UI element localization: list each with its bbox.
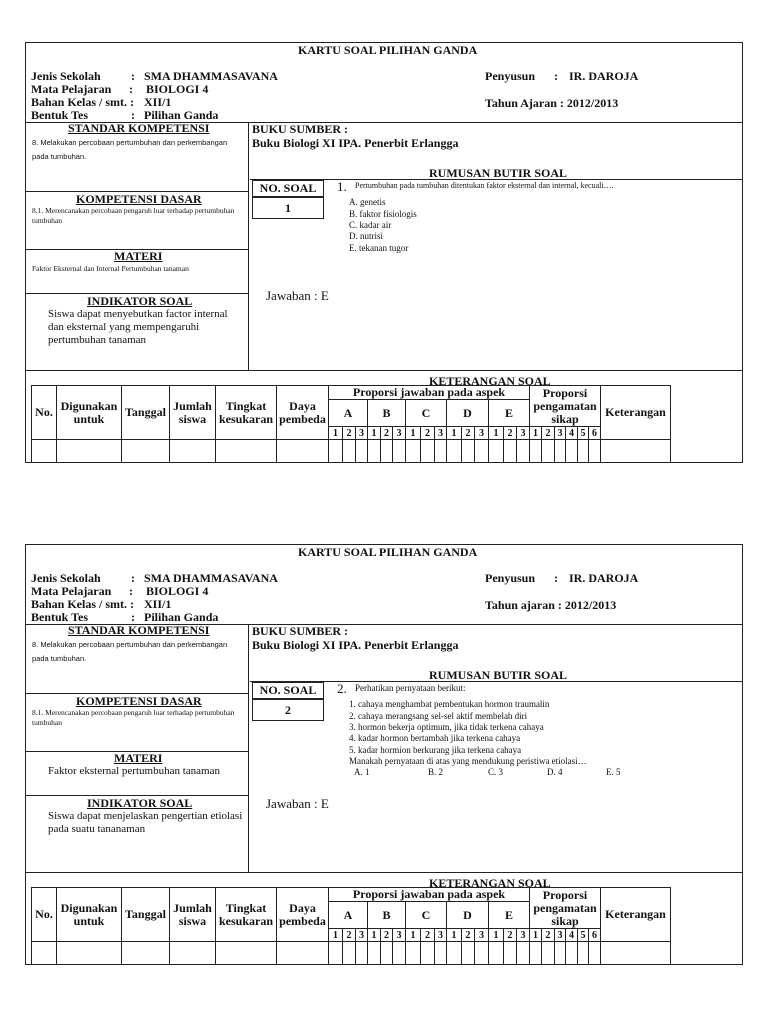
bentuk-label: Bentuk Tes bbox=[31, 610, 89, 624]
colon: : bbox=[131, 610, 135, 624]
aspek-e: E bbox=[489, 400, 530, 427]
question-line: Pertumbuhan pada tumbuhan ditentukan faktor eksternal dan internal, kecuali…. bbox=[355, 181, 614, 190]
buku-label: BUKU SUMBER : bbox=[252, 122, 349, 136]
empty-cell bbox=[530, 440, 542, 463]
penyusun-label: Penyusun bbox=[485, 69, 536, 83]
buku-label: BUKU SUMBER : bbox=[252, 624, 349, 638]
colon: : bbox=[130, 597, 134, 611]
jawaban: Jawaban : E bbox=[266, 796, 329, 811]
sub-aspek-number: 1 bbox=[329, 929, 343, 942]
penyusun-label: Penyusun bbox=[485, 571, 536, 585]
sub-sikap-number: 2 bbox=[542, 929, 555, 942]
sub-aspek-number: 1 bbox=[406, 427, 421, 440]
empty-cell bbox=[329, 942, 343, 965]
indikator-title: INDIKATOR SOAL bbox=[87, 294, 193, 308]
sub-aspek-number: 1 bbox=[489, 427, 504, 440]
question-line: 5. kadar hormion berkurang jika terkena cahaya bbox=[349, 744, 522, 755]
aspek-c: C bbox=[406, 902, 447, 929]
sk-title: STANDAR KOMPETENSI bbox=[68, 623, 210, 637]
sub-aspek-number: 3 bbox=[356, 929, 368, 942]
sub-aspek-number: 1 bbox=[489, 929, 504, 942]
sub-aspek-number: 1 bbox=[447, 427, 462, 440]
sub-aspek-number: 2 bbox=[381, 929, 393, 942]
kelas-value: XII/1 bbox=[144, 95, 172, 109]
empty-cell bbox=[381, 440, 393, 463]
empty-cell bbox=[447, 942, 462, 965]
sub-aspek-number: 1 bbox=[368, 929, 381, 942]
kd-text: 8.1. Merencanakan percobaan pengaruh luar terhadap pertumbuhan tumbuhan bbox=[32, 206, 235, 225]
tahun-ajaran: Tahun ajaran : 2012/2013 bbox=[485, 598, 617, 612]
sub-aspek-number: 1 bbox=[447, 929, 462, 942]
empty-cell bbox=[356, 942, 368, 965]
col-proporsi-jawaban: Proporsi jawaban pada aspek bbox=[329, 386, 530, 400]
card-title: KARTU SOAL PILIHAN GANDA bbox=[298, 545, 478, 559]
empty-cell bbox=[504, 440, 517, 463]
sub-aspek-number: 2 bbox=[343, 427, 356, 440]
col-digunakan: Digunakan untuk bbox=[57, 386, 122, 440]
empty-cell bbox=[435, 942, 447, 965]
question-number: 2. bbox=[337, 681, 347, 696]
empty-cell bbox=[57, 942, 122, 965]
col-jumlah: Jumlah siswa bbox=[170, 888, 216, 942]
empty-cell bbox=[447, 440, 462, 463]
empty-cell bbox=[406, 942, 421, 965]
sub-aspek-number: 3 bbox=[393, 929, 406, 942]
kelas-value: XII/1 bbox=[144, 597, 172, 611]
question-number: 1. bbox=[337, 179, 347, 194]
tahun-ajaran: Tahun Ajaran : 2012/2013 bbox=[485, 96, 619, 110]
empty-cell bbox=[393, 440, 406, 463]
sub-aspek-number: 3 bbox=[435, 929, 447, 942]
empty-cell bbox=[462, 440, 475, 463]
penyusun-value: IR. DAROJA bbox=[569, 571, 639, 585]
empty-cell bbox=[589, 942, 601, 965]
aspek-c: C bbox=[406, 400, 447, 427]
no-soal-label: NO. SOAL bbox=[252, 180, 324, 197]
sub-aspek-number: 2 bbox=[504, 929, 517, 942]
empty-cell bbox=[475, 440, 489, 463]
question-line: Manakah pernyataan di atas yang mendukung peristiwa etiolasi… bbox=[349, 755, 587, 766]
sub-sikap-number: 1 bbox=[530, 427, 542, 440]
empty-cell bbox=[421, 440, 435, 463]
jenis-label: Jenis Sekolah bbox=[31, 69, 101, 83]
col-tingkat: Tingkat kesukaran bbox=[216, 888, 277, 942]
sub-sikap-number: 5 bbox=[578, 929, 589, 942]
sub-aspek-number: 2 bbox=[343, 929, 356, 942]
col-proporsi-sikap: Proporsi pengamatan sikap bbox=[530, 888, 601, 929]
empty-cell bbox=[368, 440, 381, 463]
sub-aspek-number: 3 bbox=[475, 929, 489, 942]
col-keterangan: Keterangan bbox=[601, 888, 671, 942]
empty-cell bbox=[406, 440, 421, 463]
empty-cell bbox=[32, 440, 57, 463]
buku-value: Buku Biologi XI IPA. Penerbit Erlangga bbox=[252, 136, 459, 150]
sub-aspek-number: 3 bbox=[356, 427, 368, 440]
no-soal-label: NO. SOAL bbox=[252, 682, 324, 699]
rumusan-title: RUMUSAN BUTIR SOAL bbox=[429, 166, 568, 180]
sub-aspek-number: 1 bbox=[329, 427, 343, 440]
question-line: 4. kadar hormon bertambah jika terkena cahaya bbox=[349, 733, 521, 744]
empty-cell bbox=[489, 942, 504, 965]
mapel-value: BIOLOGI 4 bbox=[146, 82, 209, 96]
colon: : bbox=[130, 95, 134, 109]
jenis-value: SMA DHAMMASAVANA bbox=[144, 571, 278, 585]
jawaban: Jawaban : E bbox=[266, 288, 329, 303]
colon: : bbox=[129, 584, 133, 598]
colon: : bbox=[131, 571, 135, 585]
aspek-d: D bbox=[447, 400, 489, 427]
materi-title: MATERI bbox=[114, 751, 163, 765]
empty-cell bbox=[578, 942, 589, 965]
materi-text: Faktor Eksternal dan Internal Pertumbuhan tanaman bbox=[32, 264, 189, 273]
aspek-d: D bbox=[447, 902, 489, 929]
sub-sikap-number: 6 bbox=[589, 929, 601, 942]
empty-cell bbox=[601, 942, 671, 965]
empty-cell bbox=[32, 942, 57, 965]
question-line: D. nutrisi bbox=[349, 231, 384, 242]
empty-cell bbox=[343, 942, 356, 965]
sub-aspek-number: 3 bbox=[475, 427, 489, 440]
empty-cell bbox=[435, 440, 447, 463]
col-digunakan: Digunakan untuk bbox=[57, 888, 122, 942]
empty-cell bbox=[601, 440, 671, 463]
sub-sikap-number: 5 bbox=[578, 427, 589, 440]
col-tanggal: Tanggal bbox=[122, 386, 170, 440]
sub-aspek-number: 3 bbox=[517, 427, 530, 440]
keterangan-table bbox=[31, 887, 671, 965]
jenis-value: SMA DHAMMASAVANA bbox=[144, 69, 278, 83]
col-tingkat: Tingkat kesukaran bbox=[216, 386, 277, 440]
question-line: A. genetis bbox=[349, 197, 386, 208]
mapel-label: Mata Pelajaran bbox=[31, 82, 112, 96]
keterangan-table bbox=[31, 385, 671, 463]
sub-aspek-number: 3 bbox=[435, 427, 447, 440]
question-line: C. kadar air bbox=[349, 219, 392, 230]
empty-cell bbox=[277, 942, 329, 965]
mapel-label: Mata Pelajaran bbox=[31, 584, 112, 598]
answer-option: A. 1 bbox=[354, 767, 370, 777]
rumusan-title: RUMUSAN BUTIR SOAL bbox=[429, 668, 568, 682]
bentuk-value: Pilihan Ganda bbox=[144, 108, 219, 122]
col-jumlah: Jumlah siswa bbox=[170, 386, 216, 440]
empty-cell bbox=[329, 440, 343, 463]
sub-aspek-number: 2 bbox=[421, 427, 435, 440]
question-card-2 bbox=[25, 544, 743, 965]
question-line: E. tekanan tugor bbox=[349, 242, 409, 253]
question-line: 3. hormon bekerja optimum, jika tidak terkena cahaya bbox=[349, 721, 544, 732]
colon: : bbox=[554, 69, 558, 83]
sub-sikap-number: 1 bbox=[530, 929, 542, 942]
sk-title: STANDAR KOMPETENSI bbox=[68, 121, 210, 135]
kelas-label: Bahan Kelas / smt. bbox=[31, 597, 128, 611]
card-title: KARTU SOAL PILIHAN GANDA bbox=[298, 43, 478, 57]
empty-cell bbox=[393, 942, 406, 965]
empty-cell bbox=[489, 440, 504, 463]
bentuk-value: Pilihan Ganda bbox=[144, 610, 219, 624]
col-tanggal: Tanggal bbox=[122, 888, 170, 942]
mapel-value: BIOLOGI 4 bbox=[146, 584, 209, 598]
question-line: B. faktor fisiologis bbox=[349, 208, 417, 219]
col-daya: Daya pembeda bbox=[277, 386, 329, 440]
empty-cell bbox=[368, 942, 381, 965]
colon: : bbox=[131, 108, 135, 122]
col-no: No. bbox=[32, 386, 57, 440]
empty-cell bbox=[555, 440, 566, 463]
kd-title: KOMPETENSI DASAR bbox=[76, 192, 202, 206]
indikator-title: INDIKATOR SOAL bbox=[87, 796, 193, 810]
empty-cell bbox=[343, 440, 356, 463]
col-keterangan: Keterangan bbox=[601, 386, 671, 440]
col-proporsi-jawaban: Proporsi jawaban pada aspek bbox=[329, 888, 530, 902]
empty-cell bbox=[530, 942, 542, 965]
kd-text: 8.1. Merencanakan percobaan pengaruh luar terhadap pertumbuhan tumbuhan bbox=[32, 708, 235, 727]
indikator-text: Siswa dapat menyebutkan factor internal dan eksternal yang mempengaruhi pertumbuhan tanaman bbox=[48, 308, 228, 346]
empty-cell bbox=[475, 942, 489, 965]
answer-option: E. 5 bbox=[606, 767, 621, 777]
sub-aspek-number: 2 bbox=[504, 427, 517, 440]
sub-aspek-number: 3 bbox=[517, 929, 530, 942]
empty-cell bbox=[277, 440, 329, 463]
sub-aspek-number: 2 bbox=[462, 427, 475, 440]
empty-cell bbox=[170, 942, 216, 965]
aspek-a: A bbox=[329, 400, 368, 427]
materi-text: Faktor eksternal pertumbuhan tanaman bbox=[48, 765, 220, 777]
materi-title: MATERI bbox=[114, 249, 163, 263]
empty-cell bbox=[555, 942, 566, 965]
indikator-text: Siswa dapat menjelaskan pengertian etiolasi pada suatu tananaman bbox=[48, 810, 243, 835]
empty-cell bbox=[216, 942, 277, 965]
sub-aspek-number: 1 bbox=[368, 427, 381, 440]
empty-cell bbox=[504, 942, 517, 965]
answer-option: C. 3 bbox=[488, 767, 504, 777]
sub-sikap-number: 3 bbox=[555, 929, 566, 942]
sub-sikap-number: 3 bbox=[555, 427, 566, 440]
empty-cell bbox=[356, 440, 368, 463]
empty-cell bbox=[122, 942, 170, 965]
colon: : bbox=[129, 82, 133, 96]
col-proporsi-sikap: Proporsi pengamatan sikap bbox=[530, 386, 601, 427]
empty-cell bbox=[542, 942, 555, 965]
sub-aspek-number: 1 bbox=[406, 929, 421, 942]
question-card-1 bbox=[25, 42, 743, 463]
empty-cell bbox=[57, 440, 122, 463]
sub-aspek-number: 3 bbox=[393, 427, 406, 440]
sk-text: 8. Melakukan percobaan pertumbuhan dan perkembangan pada tumbuhan. bbox=[32, 640, 228, 663]
divider bbox=[248, 624, 249, 872]
empty-cell bbox=[589, 440, 601, 463]
kd-title: KOMPETENSI DASAR bbox=[76, 694, 202, 708]
empty-cell bbox=[421, 942, 435, 965]
sub-aspek-number: 2 bbox=[462, 929, 475, 942]
divider bbox=[248, 122, 249, 370]
colon: : bbox=[131, 69, 135, 83]
empty-cell bbox=[381, 942, 393, 965]
sk-text: 8. Melakukan percobaan pertumbuhan dan perkembangan pada tumbuhan. bbox=[32, 138, 228, 161]
empty-cell bbox=[122, 440, 170, 463]
kelas-label: Bahan Kelas / smt. bbox=[31, 95, 128, 109]
divider bbox=[26, 370, 742, 371]
question-line: Perhatikan pernyataan berikut: bbox=[355, 683, 466, 693]
aspek-a: A bbox=[329, 902, 368, 929]
empty-cell bbox=[517, 942, 530, 965]
empty-cell bbox=[566, 942, 578, 965]
empty-cell bbox=[517, 440, 530, 463]
empty-cell bbox=[170, 440, 216, 463]
bentuk-label: Bentuk Tes bbox=[31, 108, 89, 122]
colon: : bbox=[554, 571, 558, 585]
buku-value: Buku Biologi XI IPA. Penerbit Erlangga bbox=[252, 638, 459, 652]
col-no: No. bbox=[32, 888, 57, 942]
aspek-e: E bbox=[489, 902, 530, 929]
col-daya: Daya pembeda bbox=[277, 888, 329, 942]
answer-option: D. 4 bbox=[547, 767, 563, 777]
sub-sikap-number: 6 bbox=[589, 427, 601, 440]
divider bbox=[26, 872, 742, 873]
empty-cell bbox=[462, 942, 475, 965]
empty-cell bbox=[578, 440, 589, 463]
answer-option: B. 2 bbox=[428, 767, 444, 777]
empty-cell bbox=[216, 440, 277, 463]
sub-sikap-number: 4 bbox=[566, 929, 578, 942]
sub-aspek-number: 2 bbox=[421, 929, 435, 942]
question-line: 2. cahaya merangsang sel-sel aktif membelah diri bbox=[349, 710, 528, 721]
empty-cell bbox=[566, 440, 578, 463]
sub-sikap-number: 4 bbox=[566, 427, 578, 440]
question-line: 1. cahaya menghambat pembentukan hormon traumalin bbox=[349, 699, 550, 710]
sub-aspek-number: 2 bbox=[381, 427, 393, 440]
aspek-b: B bbox=[368, 902, 406, 929]
ket-title: KETERANGAN SOAL bbox=[429, 876, 551, 890]
no-soal-value: 1 bbox=[252, 197, 324, 219]
jenis-label: Jenis Sekolah bbox=[31, 571, 101, 585]
sub-sikap-number: 2 bbox=[542, 427, 555, 440]
no-soal-value: 2 bbox=[252, 699, 324, 721]
aspek-b: B bbox=[368, 400, 406, 427]
empty-cell bbox=[542, 440, 555, 463]
ket-title: KETERANGAN SOAL bbox=[429, 374, 551, 388]
penyusun-value: IR. DAROJA bbox=[569, 69, 639, 83]
